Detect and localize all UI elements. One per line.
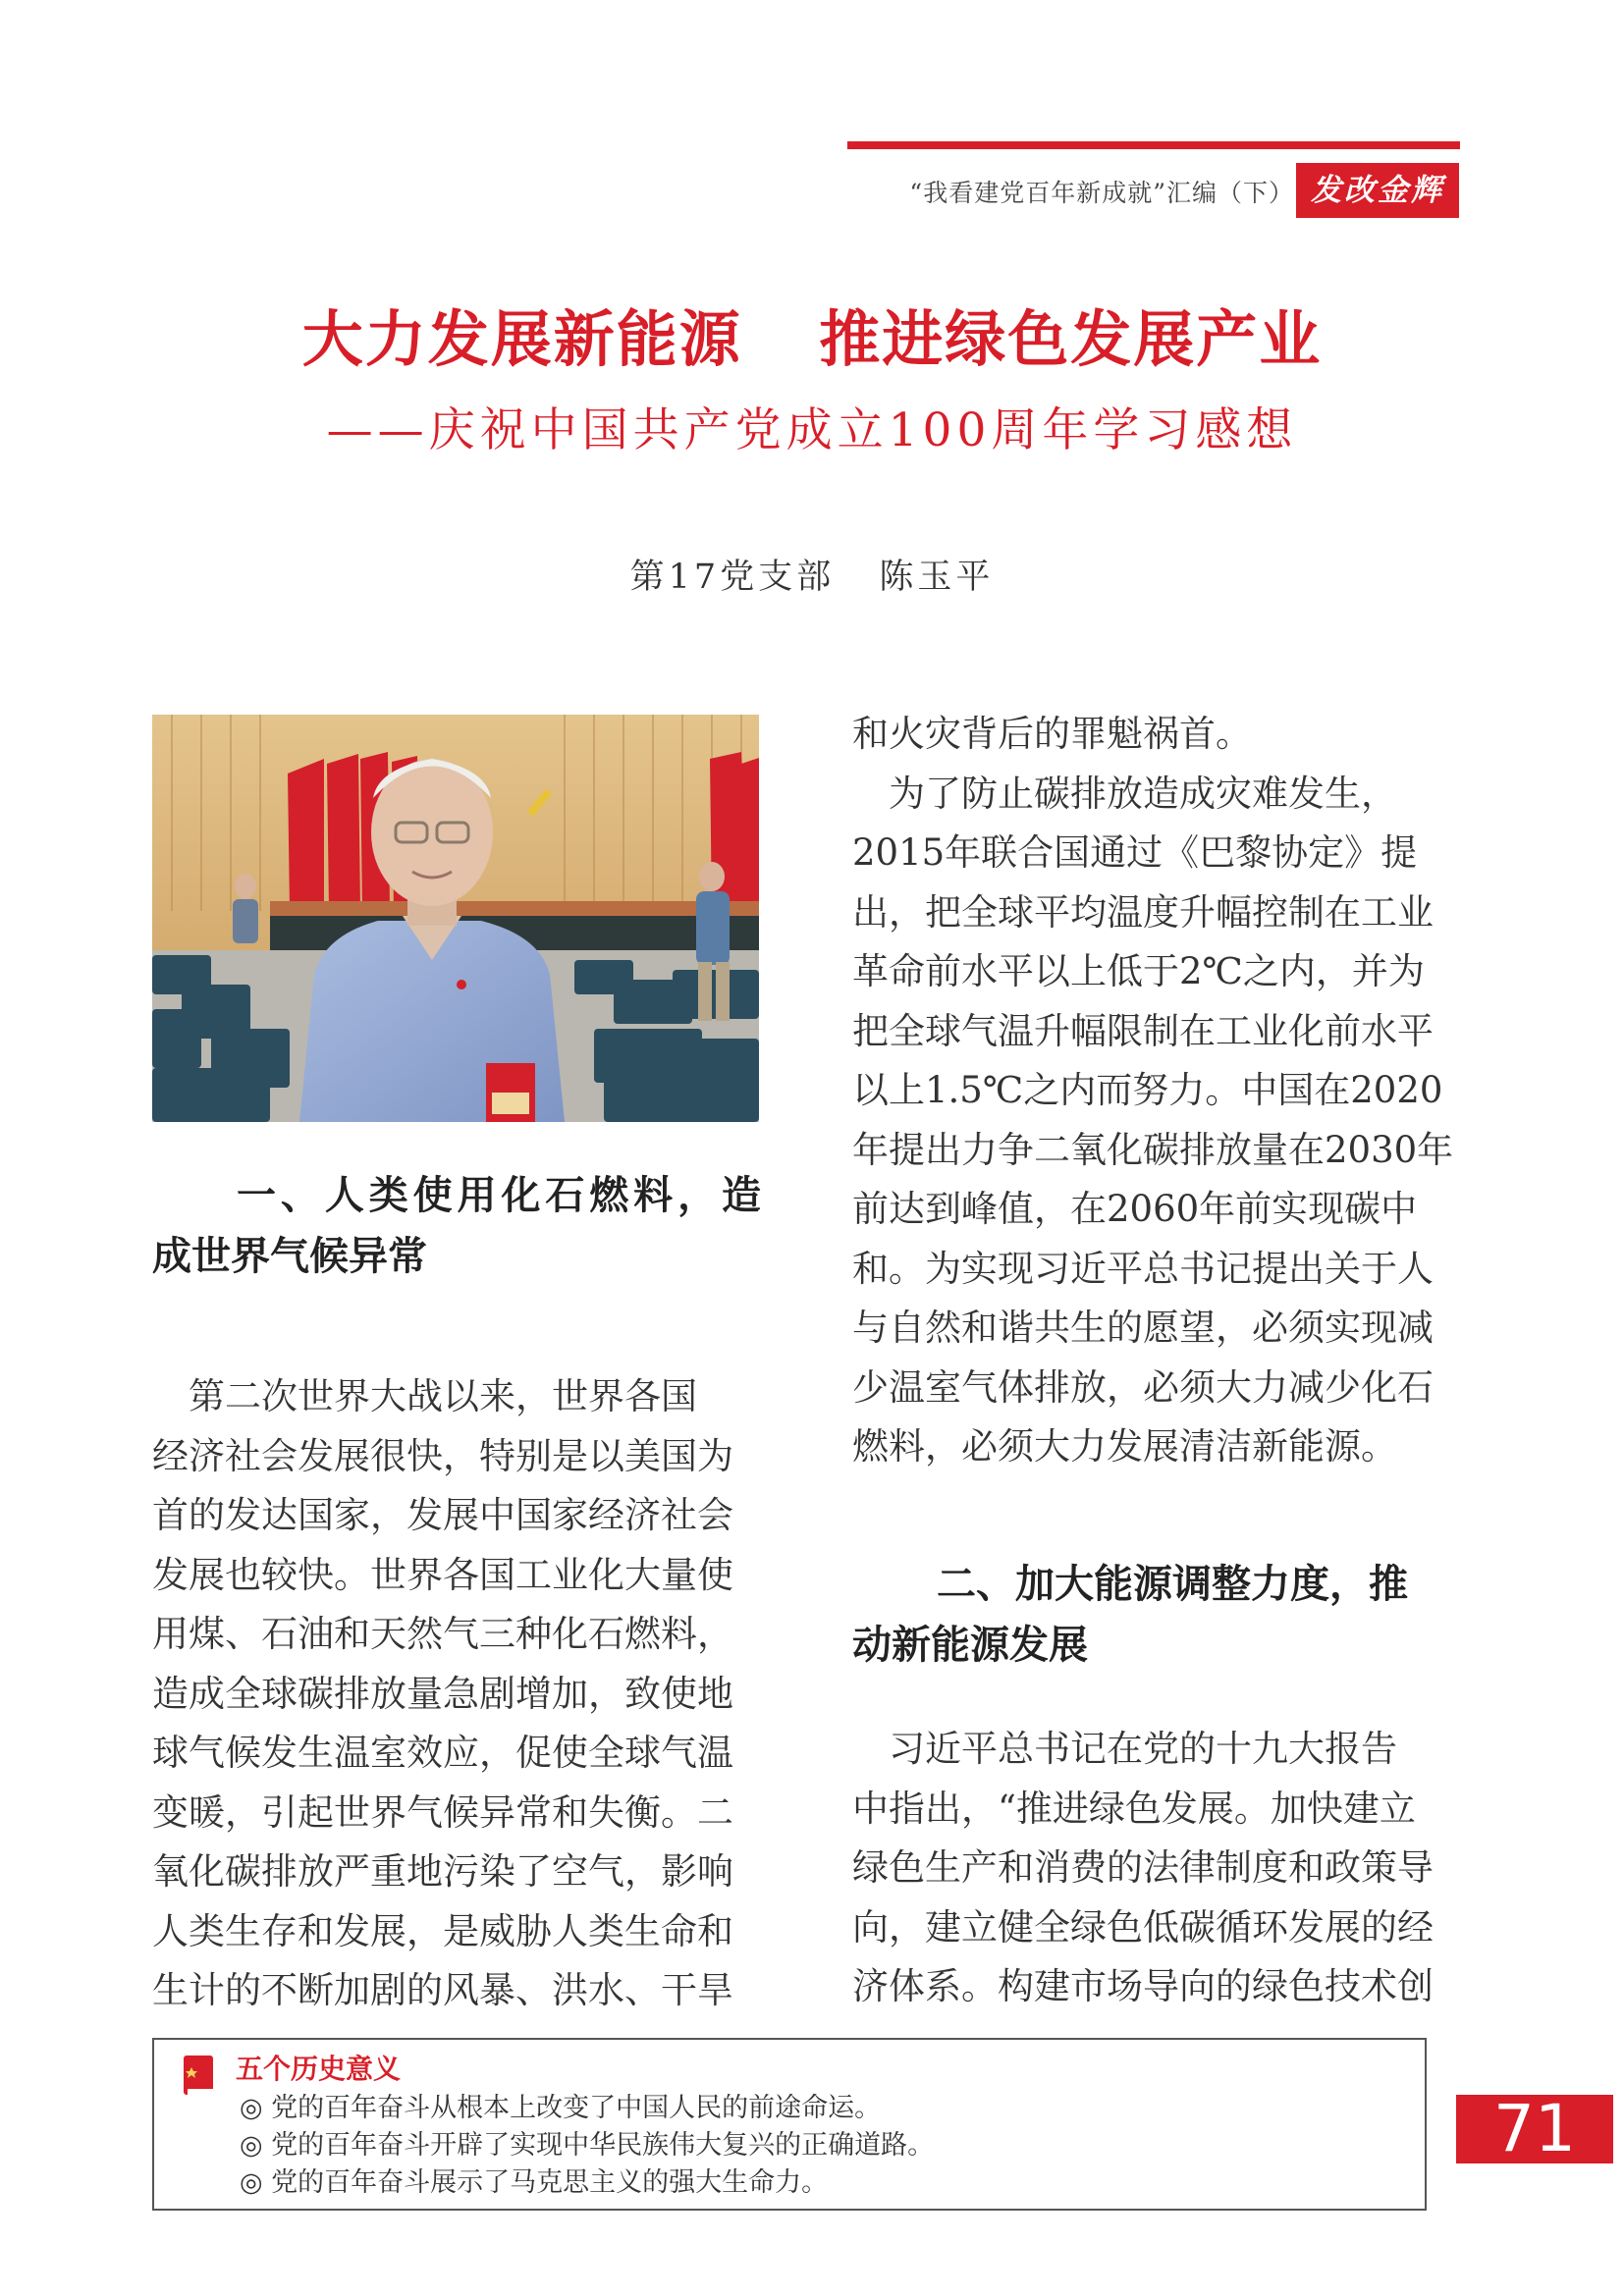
box-item: ◎ 党的百年奋斗开辟了实现中华民族伟大复兴的正确道路。: [240, 2130, 935, 2161]
body-line: 少温室气体排放，必须大力减少化石: [852, 1365, 1434, 1409]
body-line: 2015年联合国通过《巴黎协定》提: [852, 831, 1418, 874]
heading-line: 一、人类使用化石燃料，造: [237, 1172, 761, 1218]
body-line: 习近平总书记在党的十九大报告: [852, 1728, 1397, 1770]
body-line: 为了防止碳排放造成灾难发生，: [852, 772, 1397, 815]
box-item: ◎ 党的百年奋斗展示了马克思主义的强大生命力。: [240, 2167, 829, 2198]
section2-body: [852, 1720, 1461, 2017]
body-line: 绿色生产和消费的法律制度和政策导: [852, 1846, 1434, 1889]
article-title: 大力发展新能源 推进绿色发展产业: [301, 303, 1323, 375]
body-line: 造成全球碳排放量急剧增加，致使地: [152, 1672, 733, 1715]
body-line: 人类生存和发展，是威胁人类生命和: [152, 1909, 733, 1952]
right-column-body: [852, 705, 1461, 1477]
body-line: 向，建立健全绿色低碳循环发展的经: [852, 1905, 1434, 1949]
body-line: 第二次世界大战以来，世界各国: [152, 1375, 697, 1417]
body-line: 和火灾背后的罪魁祸首。: [852, 713, 1252, 755]
body-line: 氧化碳排放严重地污染了空气，影响: [152, 1850, 733, 1893]
body-line: 和。为实现习近平总书记提出关于人: [852, 1247, 1434, 1290]
body-line: 发展也较快。世界各国工业化大量使: [152, 1553, 733, 1596]
body-line: 以上1.5℃之内而努力。中国在2020: [852, 1069, 1443, 1111]
body-line: 经济社会发展很快，特别是以美国为: [152, 1434, 733, 1477]
body-line: 出，把全球平均温度升幅控制在工业: [852, 890, 1434, 934]
heading-line: 二、加大能源调整力度，推: [937, 1561, 1408, 1607]
body-line: 与自然和谐共生的愿望，必须实现减: [852, 1307, 1434, 1349]
box-title: 五个历史意义: [236, 2053, 402, 2085]
body-line: 球气候发生温室效应，促使全球气温: [152, 1732, 733, 1774]
body-line: 燃料，必须大力发展清洁新能源。: [852, 1425, 1397, 1468]
body-line: 年提出力争二氧化碳排放量在2030年: [852, 1128, 1454, 1171]
box-item: ◎ 党的百年奋斗从根本上改变了中国人民的前途命运。: [240, 2093, 882, 2123]
body-line: 首的发达国家，发展中国家经济社会: [152, 1494, 733, 1536]
body-line: 前达到峰值，在2060年前实现碳中: [852, 1188, 1418, 1230]
section1-heading: [152, 1165, 761, 1287]
body-line: 中指出，“推进绿色发展。加快建立: [852, 1787, 1416, 1830]
heading-line: 动新能源发展: [852, 1622, 1088, 1668]
section1-body: [152, 1367, 761, 2021]
article-subtitle: ——庆祝中国共产党成立100周年学习感想: [326, 403, 1298, 457]
body-line: 革命前水平以上低于2℃之内，并为: [852, 950, 1425, 992]
page-number: 71: [1456, 2095, 1613, 2163]
section2-heading: [852, 1554, 1461, 1676]
body-line: 用煤、石油和天然气三种化石燃料，: [152, 1613, 733, 1655]
book-icon: [182, 2054, 217, 2099]
heading-line: 成世界气候异常: [152, 1233, 427, 1279]
body-line: 把全球气温升幅限制在工业化前水平: [852, 1009, 1434, 1052]
header-rule: [847, 141, 1460, 149]
article-byline: 第17党支部 陈玉平: [629, 558, 995, 597]
author-photo: [152, 715, 759, 1122]
body-line: 济体系。构建市场导向的绿色技术创: [852, 1965, 1434, 2007]
body-line: 变暖，引起世界气候异常和失衡。二: [152, 1790, 733, 1834]
column-badge: 发改金辉: [1296, 163, 1459, 218]
body-line: 生计的不断加剧的风暴、洪水、干旱: [152, 1969, 733, 2011]
series-title: “我看建党百年新成就”汇编（下）: [909, 179, 1294, 207]
